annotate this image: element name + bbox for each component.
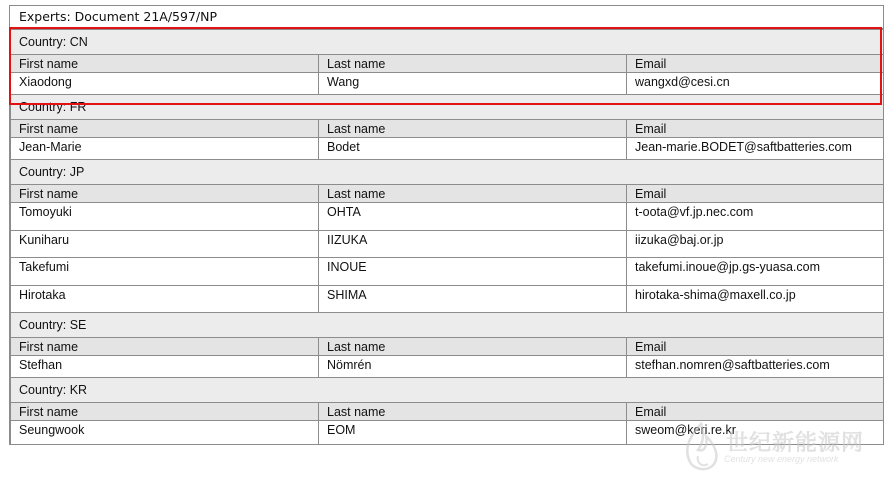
last-name-cell: Wang — [319, 73, 627, 95]
header-first-name: First name — [11, 55, 319, 73]
header-first-name: First name — [11, 403, 319, 421]
email-cell: wangxd@cesi.cn — [627, 73, 884, 95]
first-name-cell: Tomoyuki — [11, 203, 319, 231]
country-row — [11, 160, 884, 185]
header-email: Email — [627, 403, 884, 421]
email-cell: iizuka@baj.or.jp — [627, 231, 884, 258]
table-row — [11, 73, 884, 95]
email-cell: hirotaka-shima@maxell.co.jp — [627, 286, 884, 313]
country-label: Country: KR — [11, 378, 884, 403]
header-first-name: First name — [11, 338, 319, 356]
table-row — [11, 138, 884, 160]
table-row — [11, 356, 884, 378]
header-last-name: Last name — [319, 185, 627, 203]
first-name-cell: Takefumi — [11, 258, 319, 286]
country-label: Country: FR — [11, 95, 884, 120]
table-row — [11, 203, 884, 231]
country-row — [11, 95, 884, 120]
header-last-name: Last name — [319, 120, 627, 138]
first-name-cell: Stefhan — [11, 356, 319, 378]
country-label: Country: SE — [11, 313, 884, 338]
watermark-subtext: Century new energy network — [724, 454, 839, 464]
first-name-cell: Seungwook — [11, 421, 319, 445]
header-first-name: First name — [11, 185, 319, 203]
last-name-cell: IIZUKA — [319, 231, 627, 258]
header-email: Email — [627, 338, 884, 356]
email-cell: t-oota@vf.jp.nec.com — [627, 203, 884, 231]
last-name-cell: INOUE — [319, 258, 627, 286]
header-last-name: Last name — [319, 338, 627, 356]
first-name-cell: Jean-Marie — [11, 138, 319, 160]
table-row — [11, 286, 884, 313]
email-cell: sweom@keri.re.kr — [627, 421, 884, 445]
header-email: Email — [627, 55, 884, 73]
header-first-name: First name — [11, 120, 319, 138]
header-last-name: Last name — [319, 55, 627, 73]
email-cell: stefhan.nomren@saftbatteries.com — [627, 356, 884, 378]
experts-sheet — [9, 5, 884, 445]
column-header-row — [11, 55, 884, 73]
column-header-row — [11, 338, 884, 356]
watermark-text: 世纪新能源网 — [726, 431, 865, 456]
document-title: Experts: Document 21A/597/NP — [10, 5, 883, 29]
table-row — [11, 231, 884, 258]
country-row — [11, 378, 884, 403]
country-label: Country: CN — [11, 30, 884, 55]
last-name-cell: SHIMA — [319, 286, 627, 313]
header-email: Email — [627, 120, 884, 138]
last-name-cell: Bodet — [319, 138, 627, 160]
email-cell: takefumi.inoue@jp.gs-yuasa.com — [627, 258, 884, 286]
country-row — [11, 30, 884, 55]
table-row — [11, 258, 884, 286]
first-name-cell: Kuniharu — [11, 231, 319, 258]
country-label: Country: JP — [11, 160, 884, 185]
experts-table — [10, 29, 884, 445]
last-name-cell: OHTA — [319, 203, 627, 231]
column-header-row — [11, 185, 884, 203]
header-email: Email — [627, 185, 884, 203]
country-row — [11, 313, 884, 338]
column-header-row — [11, 120, 884, 138]
first-name-cell: Xiaodong — [11, 73, 319, 95]
last-name-cell: Nömrén — [319, 356, 627, 378]
column-header-row — [11, 403, 884, 421]
table-row — [11, 421, 884, 445]
header-last-name: Last name — [319, 403, 627, 421]
email-cell: Jean-marie.BODET@saftbatteries.com — [627, 138, 884, 160]
first-name-cell: Hirotaka — [11, 286, 319, 313]
last-name-cell: EOM — [319, 421, 627, 445]
